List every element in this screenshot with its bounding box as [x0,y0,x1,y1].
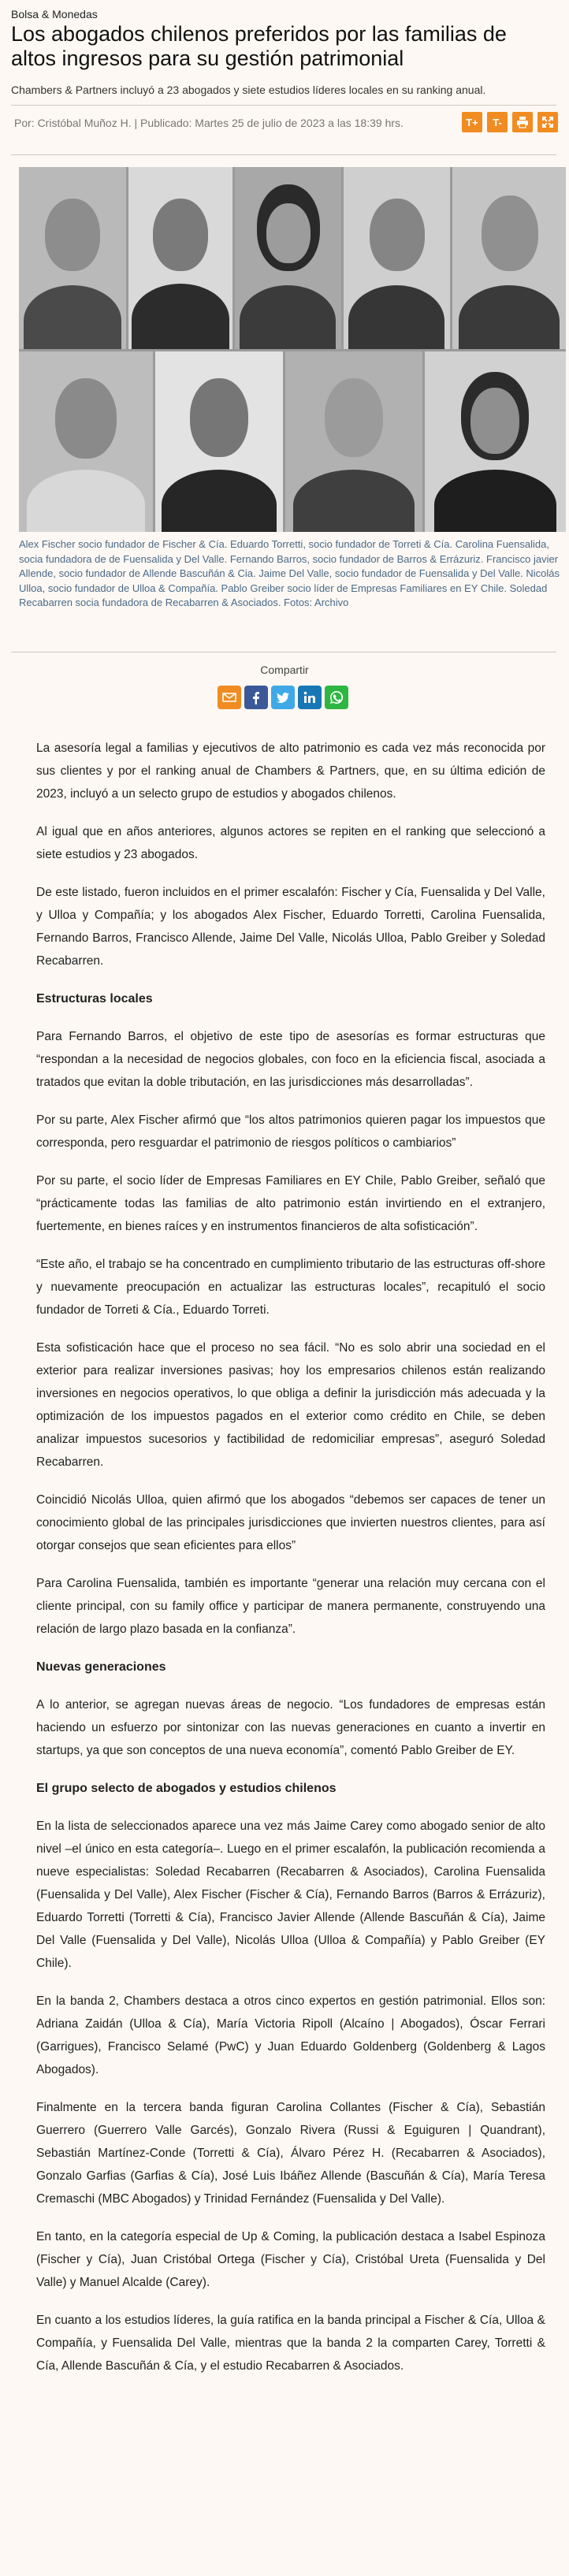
article-paragraph: Finalmente en la tercera banda figuran Carolina Collantes (Fischer & Cía), Sebastián Guerrero (Guerrero Valle Garcés), Gonzalo Rivera (Russi & Eguiguren | Quandrant), Sebastián Martínez-Conde (Torretti & Cía), Álvaro Pérez H. (Recabarren & Asociados), Gonzalo Garfias (Garfias & Cía), José Luis Ibáñez Allende (Bascuñán & Cía), María Teresa Cremaschi (MBC Abogados) y Trinidad Fernández (Fuensalida y Del Valle). [36,2101,545,2206]
article-paragraph: En la lista de seleccionados aparece una vez más Jaime Carey como abogado senior de alto nivel –el único en esta categoría–. Luego en el primer escalafón, la publicación recomienda a nueve especialistas: Soledad Recabarren (Recabarren & Asociados), Carolina Fuensalida (Fuensalida y Del Valle), Alex Fischer (Fischer & Cía), Fernando Barros (Barros & Errázuriz), Eduardo Torretti (Torretti & Cía), Francisco Javier Allende (Allende Bascuñán & Cía), Jaime Del Valle (Fuensalida y Del Valle), Nicolás Ulloa (Ulloa & Compañía) y Pablo Greiber (EY Chile). [36,1820,545,1970]
article-subheading: El grupo selecto de abogados y estudios chilenos [36,1782,337,1795]
share-bar [218,686,348,709]
article-paragraph: A lo anterior, se agregan nuevas áreas de negocio. “Los fundadores de empresas están haciendo un esfuerzo por sintonizar con las nuevas generaciones en cuanto a invertir en startups, ya que son conceptos de una nueva economía”, comentó Pablo Greiber de EY. [36,1698,545,1757]
article-subtitle: Chambers & Partners incluyó a 23 abogados y siete estudios líderes locales en su ranking anual. [11,84,486,96]
expand-icon [541,116,554,128]
portrait [19,351,153,532]
article-title: Los abogados chilenos preferidos por las familias de altos ingresos para su gestión patrimonial [11,22,507,70]
article-paragraph: La asesoría legal a familias y ejecutivos de alto patrimonio es cada vez más reconocida por sus clientes y por el ranking anual de Chambers & Partners, que, en su última edición de 2023, incluyó a un selecto grupo de estudios y abogados chilenos. [36,742,545,801]
font-increase-button[interactable]: T+ [462,112,482,132]
section-tag[interactable]: Bolsa & Monedas [11,8,98,20]
print-button[interactable] [512,112,533,132]
print-icon [516,116,529,128]
article-subheading: Nuevas generaciones [36,1660,166,1674]
article-photo [19,167,566,532]
article-subheading: Estructuras locales [36,992,153,1005]
email-icon [221,690,237,705]
portrait [344,167,450,349]
linkedin-icon [302,690,318,705]
article-paragraph: Al igual que en años anteriores, algunos actores se repiten en el ranking que seleccionó a siete estudios y 23 abogados. [36,825,545,861]
photo-caption: Alex Fischer socio fundador de Fischer & Cía. Eduardo Torretti, socio fundador de Torreti & Cía. Carolina Fuensalida, socia fundadora de de Fuensalida y Del Valle. Fernando Barros, socio fundador de Barros & Errázuriz. Francisco javier Allende, socio fundador de Allende Bascuñán & Cia. Jaime Del Valle, socio fundador de Fuensalida y Del Valle. Nicolás Ulloa, socio fundador de Ulloa & Compañía. Pablo Greiber socio líder de Empresas Familiares en EY Chile. Soledad Recabarren socia fundadora de Recabarren & Asociados. Fotos: Archivo [19,538,560,608]
article-paragraph: Para Carolina Fuensalida, también es importante “generar una relación muy cercana con el cliente principal, con su family office y participar de manera permanente, construyendo una relación de largo plazo basada en la confianza”. [36,1577,545,1636]
article-paragraph: “Este año, el trabajo se ha concentrado en cumplimiento tributario de las estructuras off-shore y nuevamente preocupación en actualizar las estructuras locales”, recapituló el socio fundador de Torreti & Cía., Eduardo Torreti. [36,1258,545,1317]
article-paragraph: Por su parte, el socio líder de Empresas Familiares en EY Chile, Pablo Greiber, señaló que “prácticamente todas las familias de alto patrimonio están invirtiendo en el extranjero, fuertemente, en bienes raíces y en instrumentos financieros de alta sofisticación”. [36,1174,545,1233]
share-linkedin-button[interactable] [298,686,322,709]
portrait [128,167,232,349]
article-paragraph: Esta sofisticación hace que el proceso no sea fácil. “No es solo abrir una sociedad en el exterior para realizar inversiones pasivas; hoy los empresarios chilenos están realizando inversiones en negocios operativos, lo que obliga a definir la jurisdicción más adecuada y la optimización de los impuestos pagados en el exterior como crédito en Chile, se deben analizar impuestos sucesorios y factibilidad de redomiciliar empresas”, aseguró Soledad Recabarren. [36,1341,545,1469]
article-paragraph: Para Fernando Barros, el objetivo de este tipo de asesorías es formar estructuras que “respondan a la necesidad de negocios globales, con foco en la eficiencia fiscal, asociada a tratados que evitan la doble tributación, en las jurisdicciones más desarrolladas”. [36,1030,545,1089]
portrait [452,167,566,349]
article-tools [462,112,558,132]
article-paragraph: En cuanto a los estudios líderes, la guía ratifica en la banda principal a Fischer & Cía, Ulloa & Compañía, y Fuensalida Del Valle, mientras que la banda 2 la comparten Carey, Torretti & Cía, Allende Bascuñán & Cía, y el estudio Recabarren & Asociados. [36,2314,545,2373]
portrait [155,351,283,532]
share-whatsapp-button[interactable] [325,686,348,709]
font-decrease-button[interactable]: T- [487,112,508,132]
twitter-icon [275,690,291,705]
share-facebook-button[interactable] [244,686,268,709]
article-paragraph: Por su parte, Alex Fischer afirmó que “los altos patrimonios quieren pagar los impuestos que corresponda, pero resguardar el patrimonio de riesgos políticos o cambiarios” [36,1113,545,1150]
portrait [235,167,341,349]
article-body [36,737,545,2392]
share-email-button[interactable] [218,686,241,709]
byline: Por: Cristóbal Muñoz H. | Publicado: Martes 25 de julio de 2023 a las 18:39 hrs. [14,117,404,129]
article-paragraph: De este listado, fueron incluidos en el primer escalafón: Fischer y Cía, Fuensalida y Del Valle, y Ulloa y Compañía; y los abogados Alex Fischer, Eduardo Torretti, Carolina Fuensalida, Fernando Barros, Francisco Allende, Jaime Del Valle, Nicolás Ulloa, Pablo Greiber y Soledad Recabarren. [36,886,545,968]
divider-top [11,105,556,106]
share-twitter-button[interactable] [271,686,295,709]
portrait [19,167,126,349]
portrait [425,351,566,532]
article-paragraph: Coincidió Nicolás Ulloa, quien afirmó que los abogados “debemos ser capaces de tener un conocimiento global de las principales jurisdicciones que invierten nuestros clientes, para así otorgar consejos que sean eficientes para ellos” [36,1493,545,1552]
article-paragraph: En la banda 2, Chambers destaca a otros cinco expertos en gestión patrimonial. Ellos son: Adriana Zaidán (Ulloa & Cía), María Victoria Ripoll (Alcaíno | Abogados), Óscar Ferrari (Garrigues), Francisco Selamé (PwC) y Juan Eduardo Goldenberg (Goldenberg & Lagos Abogados). [36,1994,545,2076]
whatsapp-icon [329,690,344,705]
portrait [285,351,422,532]
expand-button[interactable] [537,112,558,132]
facebook-icon [248,690,264,705]
divider-byline [11,154,556,155]
article-paragraph: En tanto, en la categoría especial de Up & Coming, la publicación destaca a Isabel Espinoza (Fischer y Cía), Juan Cristóbal Ortega (Fischer y Cía), Cristóbal Ureta (Fuensalida y Del Valle) y Manuel Alcalde (Carey). [36,2230,545,2289]
share-label: Compartir [260,664,309,676]
